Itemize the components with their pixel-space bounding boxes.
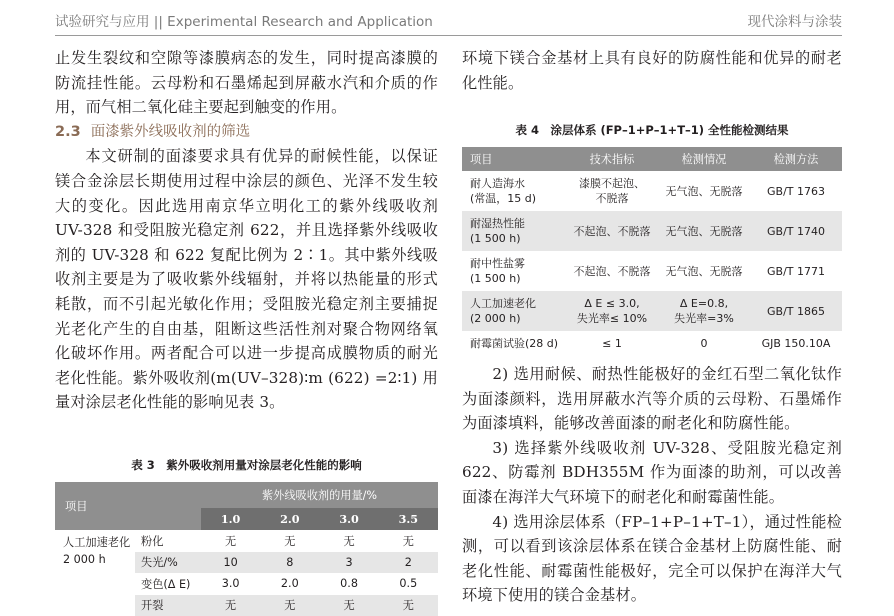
table-header-dosage: 3.0 — [319, 508, 378, 530]
table-cell: 0.8 — [319, 573, 378, 595]
table-row — [462, 211, 842, 251]
table-row — [462, 171, 842, 211]
table-cell: 粉化 — [135, 530, 201, 552]
table-cell: 无 — [201, 530, 260, 552]
table-cell: 2 — [379, 552, 438, 574]
table-cell: 不起泡、不脱落 — [566, 251, 658, 291]
table-header-group: 紫外线吸收剂的用量/% — [201, 482, 438, 508]
conclusion-item: 4) 选用涂层体系（FP–1+P–1+T–1），通过性能检测，可以看到该涂层体系在镁合金基材上防腐性能、耐老化性能、耐霉菌性能极好，完全可以保护在海洋大气环境下使用的镁合金基材。 — [462, 510, 842, 608]
table-cell: GJB 150.10A — [750, 331, 842, 356]
left-column — [55, 46, 438, 415]
table-cell: 失光/% — [135, 552, 201, 574]
table-cell: GB/T 1763 — [750, 171, 842, 211]
table-4 — [462, 147, 842, 356]
journal-section-label: 试验研究与应用 || Experimental Research and Application — [55, 10, 433, 30]
table-header-result: 检测情况 — [658, 147, 750, 171]
table-3-block — [55, 447, 438, 616]
table-cell: 2.0 — [260, 573, 319, 595]
table-group-label: 人工加速老化 2 000 h — [55, 530, 135, 616]
table-row — [462, 251, 842, 291]
table-header-item: 项目 — [55, 482, 201, 530]
table-cell: 10 — [201, 552, 260, 574]
table-cell: 3.0 — [201, 573, 260, 595]
header-divider — [55, 35, 842, 36]
table-cell: Δ E=0.8, 失光率=3% — [658, 291, 750, 331]
paragraph: 环境下镁合金基材上具有良好的防腐性能和优异的耐老化性能。 — [462, 46, 842, 95]
journal-title: 现代涂料与涂装 — [748, 10, 843, 30]
right-column-bottom — [462, 362, 842, 608]
table-cell: 变色(Δ E) — [135, 573, 201, 595]
table-cell: 漆膜不起泡、 不脱落 — [566, 171, 658, 211]
table-cell: 8 — [260, 552, 319, 574]
section-title: 面漆紫外线吸收剂的筛选 — [91, 124, 251, 140]
table-4-block — [462, 112, 842, 356]
table-cell: 0 — [658, 331, 750, 356]
table-row — [55, 530, 438, 552]
table-cell: 0.5 — [379, 573, 438, 595]
section-heading — [55, 120, 438, 145]
table-cell: 人工加速老化 (2 000 h) — [462, 291, 566, 331]
table-3 — [55, 482, 438, 616]
table-row — [462, 291, 842, 331]
table-cell: 无气泡、无脱落 — [658, 211, 750, 251]
table-caption: 表 4 涂层体系 (FP–1+P–1+T–1) 全性能检测结果 — [462, 122, 842, 138]
table-cell: 不起泡、不脱落 — [566, 211, 658, 251]
table-cell: Δ E ≤ 3.0, 失光率≤ 10% — [566, 291, 658, 331]
table-cell: GB/T 1865 — [750, 291, 842, 331]
paragraph: 本文研制的面漆要求具有优异的耐候性能，以保证镁合金涂层长期使用过程中涂层的颜色、光泽不发生较大的变化。因此选用南京华立明化工的紫外线吸收剂 UV-328 和受阻胺光稳定剂 622，并且选择紫外线吸收剂的 UV-328 和 622 复配比例为 2∶1。其中紫外线吸收剂主要是为了吸收紫外线辐射，并将以热能量的形式耗散，而不引起光敏化作用；受阻胺光稳定剂主要捕捉光老化产生的自由基，阻断这些活性剂对聚合物网络氧化破坏作用。两者配合可以进一步提高成膜物质的耐光老化性能。紫外吸收剂(m(UV–328)∶m (622) =2∶1) 用量对涂层老化性能的影响见表 3。 — [55, 144, 438, 415]
table-header-dosage: 3.5 — [379, 508, 438, 530]
table-cell: GB/T 1740 — [750, 211, 842, 251]
table-cell: 无 — [379, 530, 438, 552]
conclusion-item: 2) 选用耐候、耐热性能极好的金红石型二氧化钛作为面漆颜料，选用屏蔽水汽等介质的云母粉、石墨烯作为面漆填料，能够改善面漆的耐老化和防腐性能。 — [462, 362, 842, 436]
table-cell: 无 — [319, 530, 378, 552]
table-cell: 耐湿热性能 (1 500 h) — [462, 211, 566, 251]
table-header-spec: 技术指标 — [566, 147, 658, 171]
table-cell: 无气泡、无脱落 — [658, 251, 750, 291]
table-header-dosage: 2.0 — [260, 508, 319, 530]
table-cell: 无 — [201, 595, 260, 616]
table-header-method: 检测方法 — [750, 147, 842, 171]
table-cell: 无 — [260, 530, 319, 552]
table-caption: 表 3 紫外吸收剂用量对涂层老化性能的影响 — [55, 457, 438, 473]
table-cell: 无 — [319, 595, 378, 616]
table-cell: 无 — [260, 595, 319, 616]
table-cell: 开裂 — [135, 595, 201, 616]
table-cell: GB/T 1771 — [750, 251, 842, 291]
table-cell: 耐人造海水 (常温，15 d) — [462, 171, 566, 211]
table-cell: 无气泡、无脱落 — [658, 171, 750, 211]
table-header-item: 项目 — [462, 147, 566, 171]
running-header — [0, 0, 894, 38]
section-number: 2.3 — [55, 124, 81, 140]
table-cell: 无 — [379, 595, 438, 616]
right-column-top — [462, 46, 842, 95]
table-cell: 耐中性盐雾 (1 500 h) — [462, 251, 566, 291]
table-row — [462, 331, 842, 356]
table-cell: 耐霉菌试验(28 d) — [462, 331, 566, 356]
table-cell: 3 — [319, 552, 378, 574]
table-header-dosage: 1.0 — [201, 508, 260, 530]
conclusion-item: 3) 选择紫外线吸收剂 UV-328、受阻胺光稳定剂 622、防霉剂 BDH355M 作为面漆的助剂，可以改善面漆在海洋大气环境下的耐老化和耐霉菌性能。 — [462, 436, 842, 510]
paragraph: 止发生裂纹和空隙等漆膜病态的发生，同时提高漆膜的防流挂性能。云母粉和石墨烯起到屏蔽水汽和介质的作用，而气相二氧化硅主要起到触变的作用。 — [55, 46, 438, 120]
table-cell: ≤ 1 — [566, 331, 658, 356]
